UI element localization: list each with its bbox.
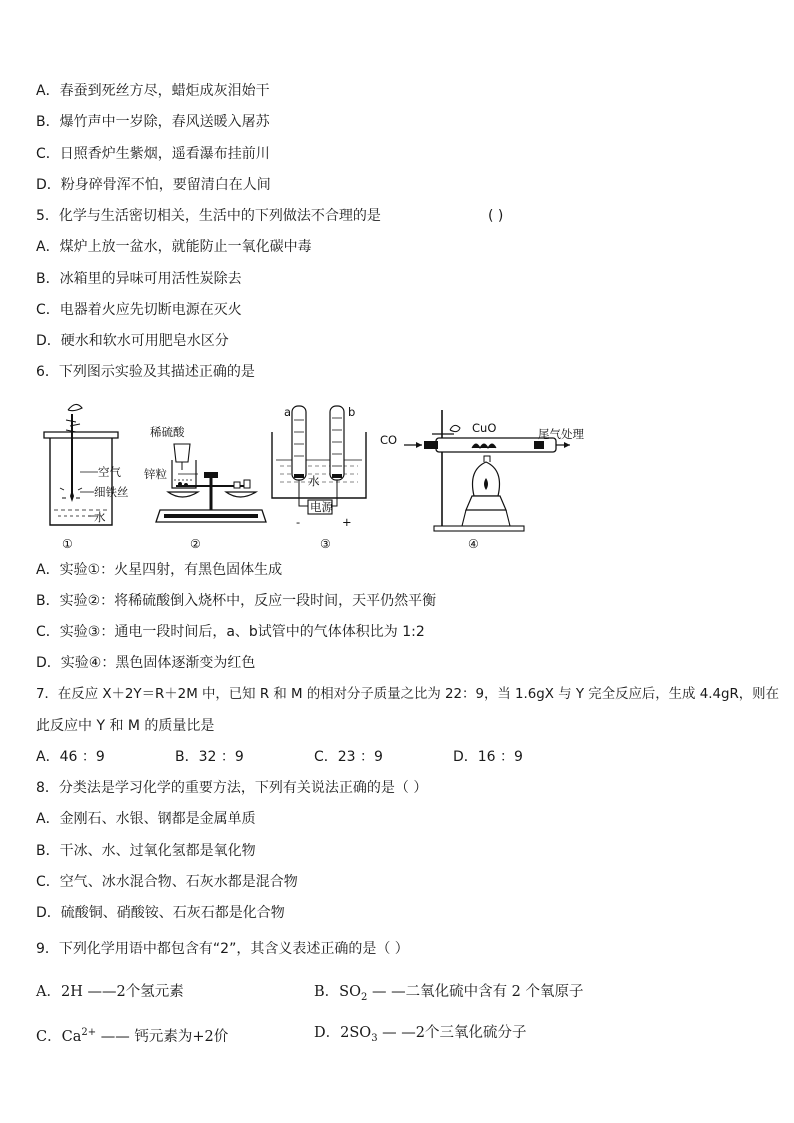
q5-option-a: A．煤炉上放一盆水，就能防止一氧化碳中毒 [36,239,312,255]
q9-option-b-desc: — —二氧化硫中含有 2 个氧原子 [367,984,584,1000]
q9-option-c-formula: Ca [61,1028,82,1045]
fig3-label-a: a [284,405,292,419]
fig4-number: ④ [468,537,479,551]
q9-option-a-desc: ——2个氢元素 [82,984,184,1000]
fig4-label-cuo: CuO [472,421,497,435]
q9-option-d [314,1023,527,1049]
q7-option-b: B．32 ：9 [175,749,244,765]
q6-stem: 6．下列图示实验及其描述正确的是 [36,364,255,380]
fig4-label-co: CO [380,433,398,447]
q7-option-c: C．23 ：9 [314,749,383,765]
fig3-electrolysis-diagram [272,405,366,551]
q8-option-c: C．空气、冰水混合物、石灰水都是混合物 [36,874,298,890]
fig1-number: ① [62,537,73,551]
fig1-label-wire: 细铁丝 [94,485,129,499]
q6-experiment-figures [36,400,616,552]
q7-stem-line1: 7．在反应 X＋2Y＝R＋2M 中，已知 R 和 M 的相对分子质量之比为 22：9，当 1.6gX 与 Y 完全反应后，生成 4.4gR，则在 [36,687,779,702]
q7-option-a: A．46 ：9 [36,749,105,765]
fig3-number: ③ [320,537,331,551]
q4-option-d: D．粉身碎骨浑不怕，要留清白在人间 [36,177,271,193]
fig3-label-minus: - [296,515,301,529]
q4-option-a: A．春蚕到死丝方尽，蜡炬成灰泪始干 [36,83,270,99]
fig3-label-water: 水 [308,474,320,488]
q8-option-d: D．硫酸铜、硝酸铵、石灰石都是化合物 [36,905,285,921]
q9-option-c [36,1023,228,1047]
q6-option-d: D．实验④：黑色固体逐渐变为红色 [36,655,256,671]
fig3-label-plus: + [342,515,352,529]
q9-option-c-superscript: 2+ [81,1027,97,1038]
fig3-label-power: 电源 [310,500,333,514]
q9-option-d-desc: — —2个三氧化硫分子 [377,1025,527,1041]
q9-option-d-formula: 2SO [340,1025,372,1041]
fig3-label-b: b [348,405,356,419]
q9-option-c-desc: —— 钙元素为+2价 [96,1028,229,1045]
fig2-label-zinc: 锌粒 [144,467,167,481]
q5-stem: 5．化学与生活密切相关，生活中的下列做法不合理的是 [36,208,381,224]
fig2-number: ② [190,537,201,551]
q7-option-d: D．16 ：9 [453,749,523,765]
q9-option-b [314,982,584,1008]
q4-option-c: C．日照香炉生紫烟，遥看瀑布挂前川 [36,146,270,162]
q9-option-a [36,982,184,1002]
q6-option-a: A．实验①：火星四射，有黑色固体生成 [36,562,283,578]
q9-option-b-letter: B． [314,984,340,1000]
q9-option-b-formula: SO [339,984,361,1000]
q9-option-c-letter: C． [36,1028,62,1045]
q9-option-a-letter: A． [36,984,61,1000]
fig1-label-air: 空气 [98,465,121,479]
q5-option-b: B．冰箱里的异味可用活性炭除去 [36,271,242,287]
q9-option-d-subscript: 3 [371,1032,378,1044]
q4-option-b: B．爆竹声中一岁除，春风送暖入屠苏 [36,114,270,130]
fig1-label-water: 水 [94,510,106,524]
q9-option-d-letter: D． [314,1025,341,1041]
q8-stem: 8．分类法是学习化学的重要方法，下列有关说法正确的是（ ） [36,780,428,796]
fig2-label-acid: 稀硫酸 [150,425,185,439]
q8-option-a: A．金刚石、水银、钢都是金属单质 [36,811,256,827]
q7-stem-line2: 此反应中 Y 和 M 的质量比是 [36,718,215,734]
q6-option-c: C．实验③：通电一段时间后，a、b试管中的气体体积比为 1:2 [36,624,425,640]
fig4-label-exhaust: 尾气处理 [538,427,584,441]
q5-option-c: C．电器着火应先切断电源在灭火 [36,302,242,318]
q9-option-b-subscript: 2 [360,991,368,1003]
q5-answer-blank: ( ) [488,208,504,224]
q9-option-a-formula: 2H [60,984,83,1000]
q9-stem: 9．下列化学用语中都包含有“2”，其含义表述正确的是（ ） [36,941,409,957]
q6-option-b: B．实验②：将稀硫酸倒入烧杯中，反应一段时间，天平仍然平衡 [36,593,437,609]
q8-option-b: B．干冰、水、过氧化氢都是氧化物 [36,843,256,859]
q5-option-d: D．硬水和软水可用肥皂水区分 [36,333,229,349]
fig2-balance-diagram [144,425,266,551]
fig4-co-reduction-diagram [380,410,584,551]
fig1-iron-burning-diagram [44,404,129,551]
